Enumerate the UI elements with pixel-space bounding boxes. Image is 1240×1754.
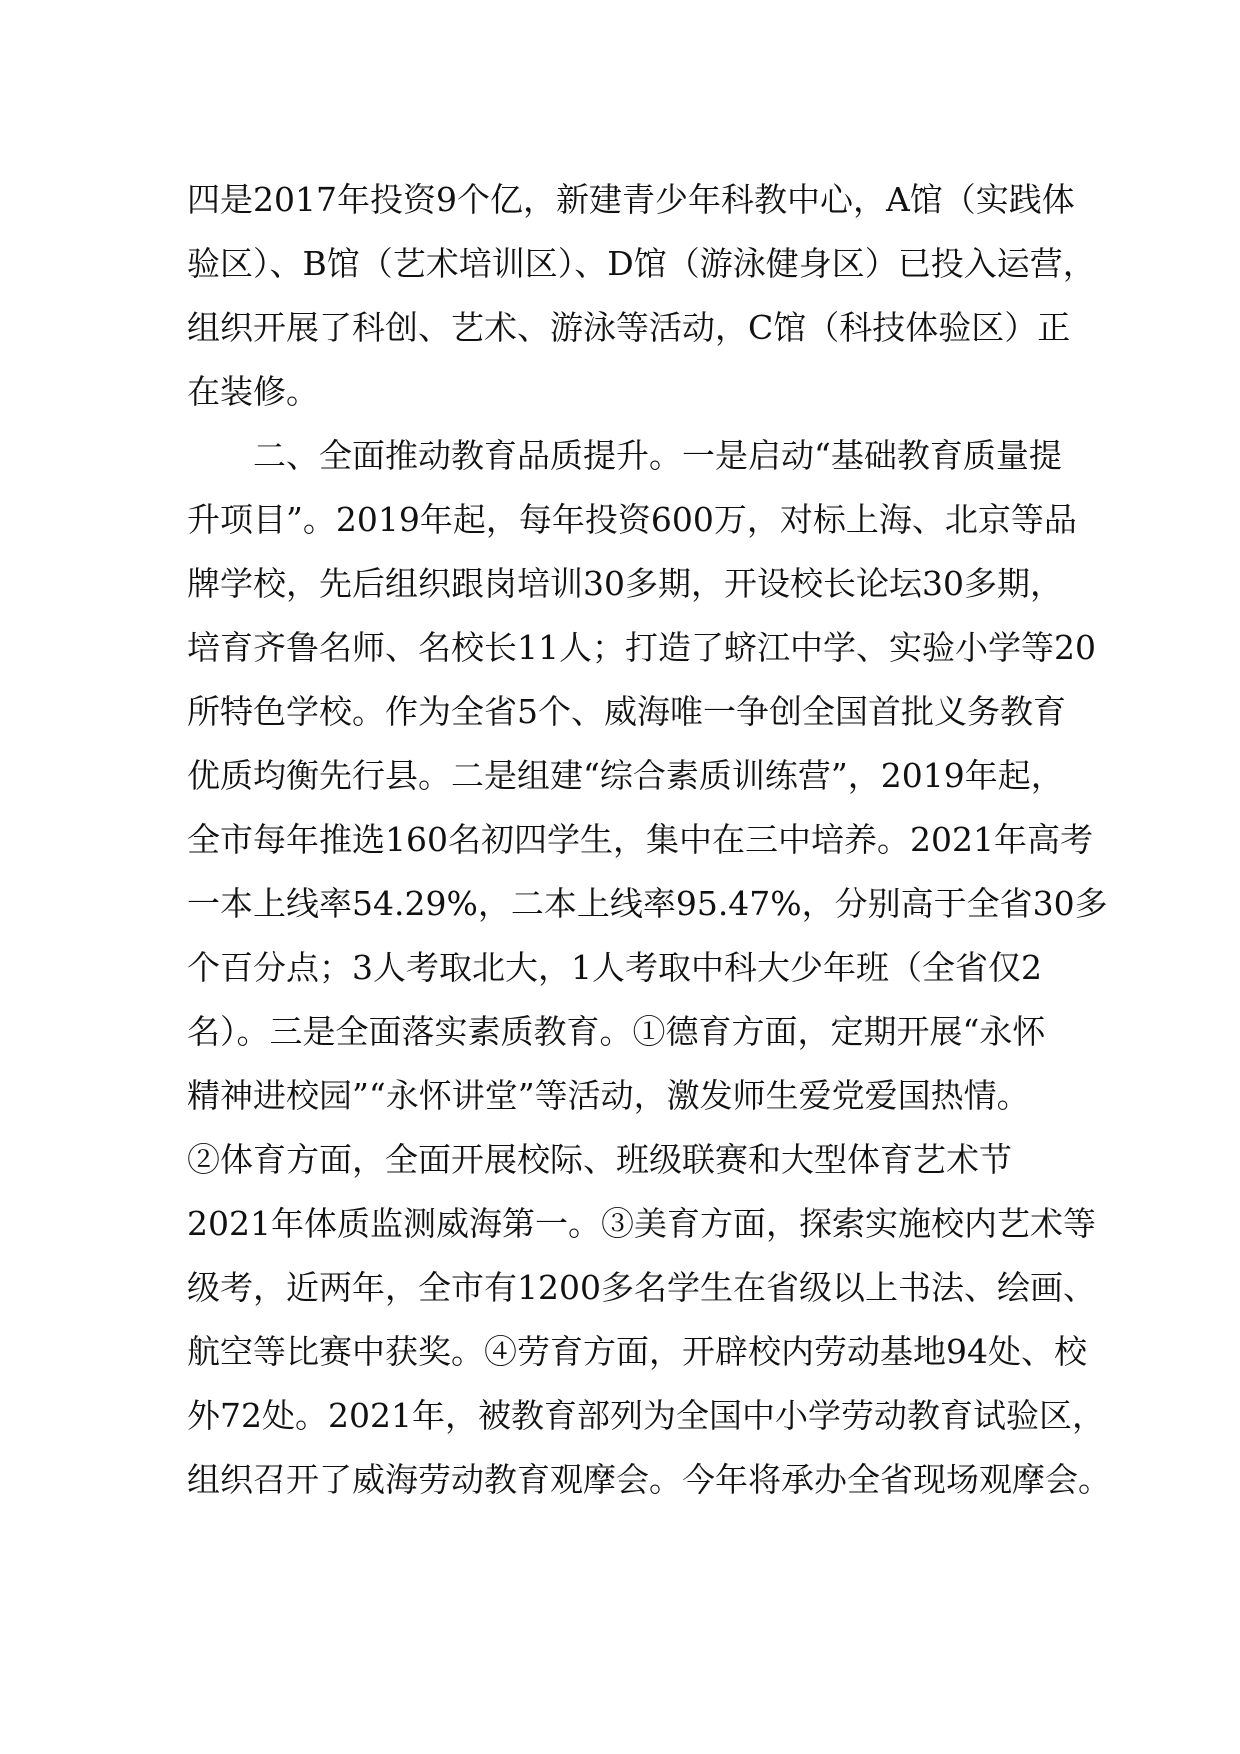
text-line: 2021年体质监测威海第一。③美育方面，探索实施校内艺术等 (187, 1204, 1096, 1243)
text-line: ②体育方面，全面开展校际、班级联赛和大型体育艺术节 (187, 1140, 1012, 1179)
text-line: 组织开展了科创、艺术、游泳等活动，C馆（科技体验区）正 (187, 308, 1071, 347)
text-line: 外72处。2021年，被教育部列为全国中小学劳动教育试验区， (187, 1396, 1105, 1435)
text-line: 全市每年推选160名初四学生，集中在三中培养。2021年高考 (187, 820, 1093, 859)
text-line: 牌学校，先后组织跟岗培训30多期，开设校长论坛30多期， (187, 564, 1063, 603)
text-line: 所特色学校。作为全省5个、威海唯一争创全国首批义务教育 (187, 692, 1066, 731)
text-line: 名）。三是全面落实素质教育。①德育方面，定期开展“永怀 (187, 1012, 1046, 1051)
text-line: 验区）、B馆（艺术培训区）、D馆（游泳健身区）已投入运营， (187, 244, 1096, 283)
text-line: 航空等比赛中获奖。④劳育方面，开辟校内劳动基地94处、校 (187, 1332, 1087, 1371)
text-line: 二、全面推动教育品质提升。一是启动“基础教育质量提 (187, 436, 1062, 475)
text-line: 一本上线率54.29%，二本上线率95.47%，分别高于全省30多 (187, 884, 1108, 923)
body-text (187, 168, 1111, 1512)
text-line: 个百分点；3人考取北大，1人考取中科大少年班（全省仅2 (187, 948, 1042, 987)
text-line: 组织召开了威海劳动教育观摩会。今年将承办全省现场观摩会。 (187, 1460, 1111, 1499)
text-line: 优质均衡先行县。二是组建“综合素质训练营”，2019年起， (187, 756, 1064, 795)
text-line: 培育齐鲁名师、名校长11人；打造了蛴江中学、实验小学等20 (187, 628, 1096, 667)
text-line: 升项目”。2019年起，每年投资600万，对标上海、北京等品 (187, 500, 1077, 539)
text-line: 在装修。 (187, 372, 319, 411)
text-line: 精神进校园”“永怀讲堂”等活动，激发师生爱党爱国热情。 (187, 1076, 1030, 1115)
text-line: 四是2017年投资9个亿，新建青少年科教中心，A馆（实践体 (187, 180, 1075, 219)
text-line: 级考，近两年，全市有1200多名学生在省级以上书法、绘画、 (187, 1268, 1096, 1307)
